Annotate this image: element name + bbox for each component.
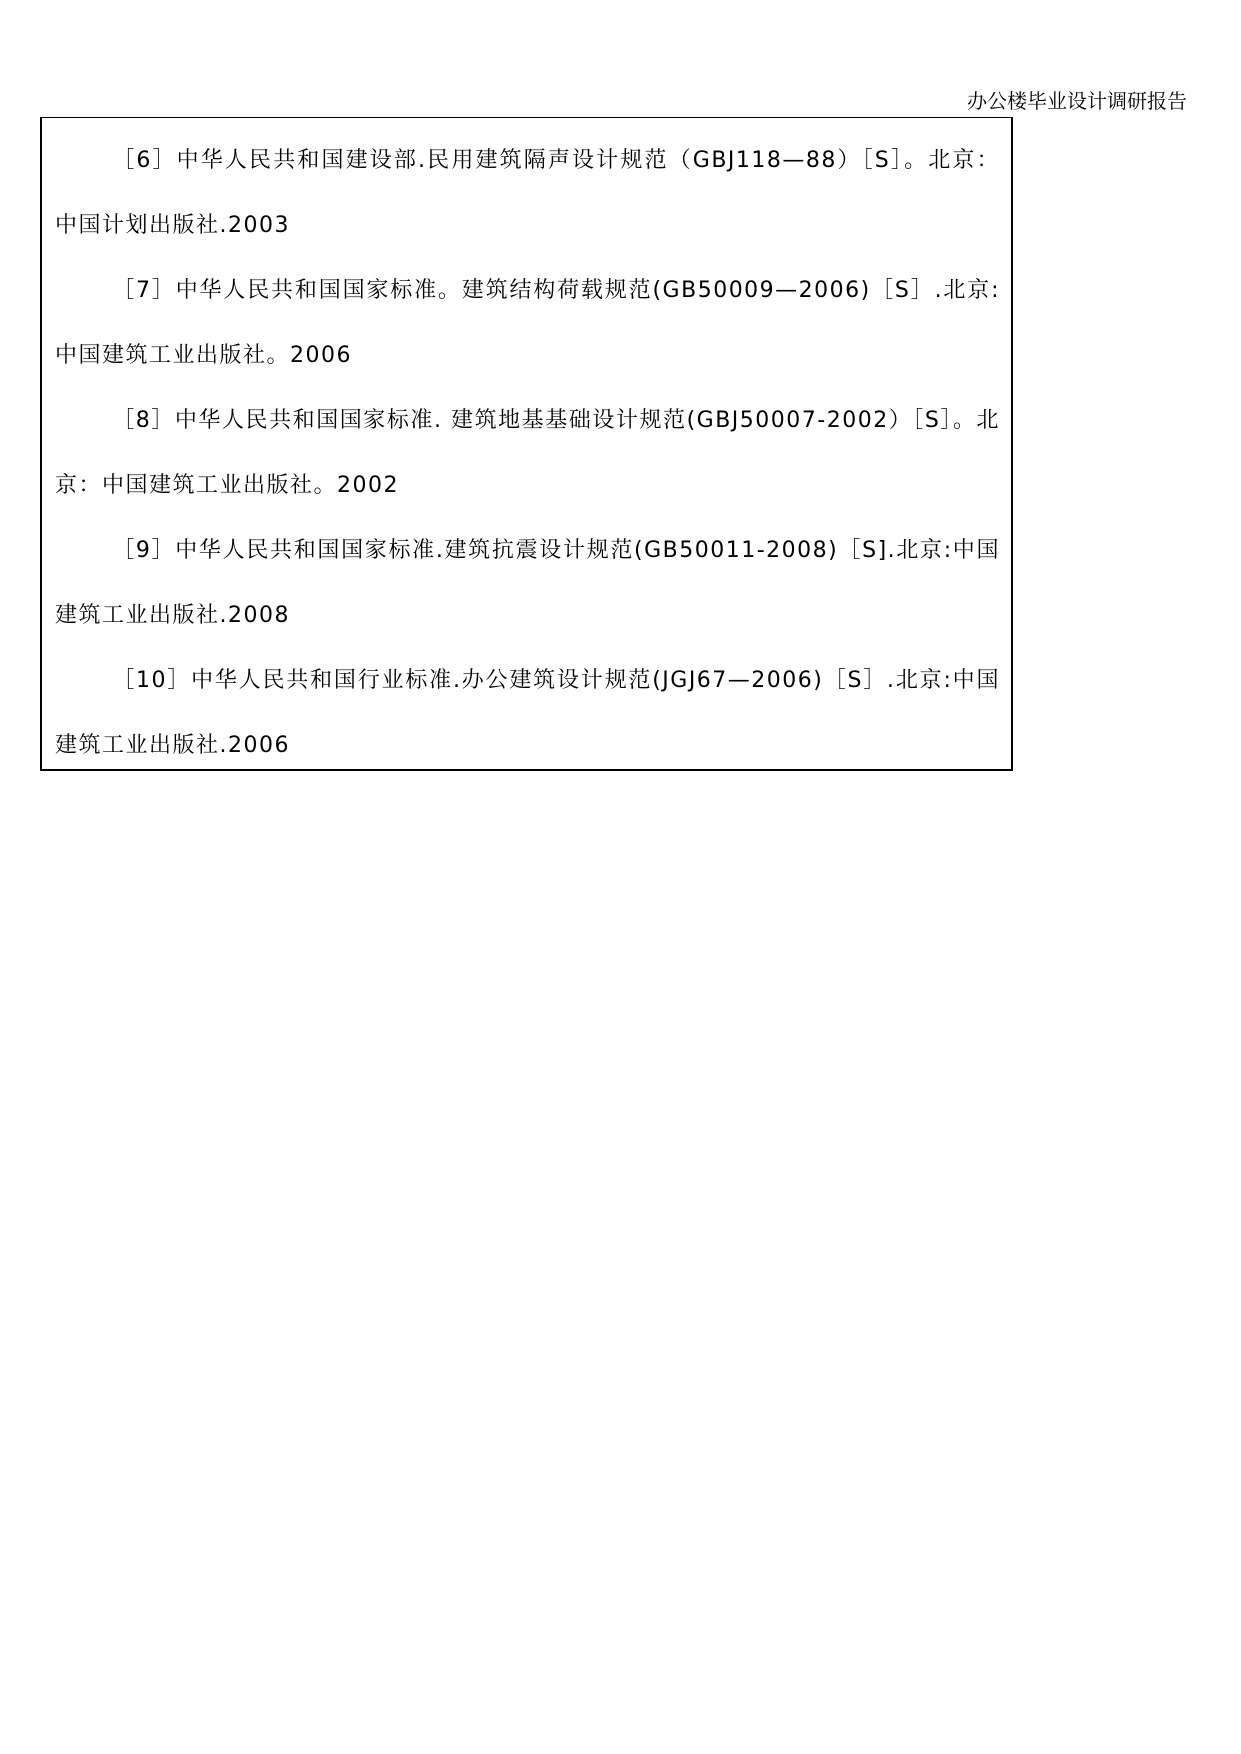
reference-item-10: ［10］中华人民共和国行业标准.办公建筑设计规范(JGJ67—2006)［S］.北京:中国建筑工业出版社.2006	[55, 668, 1000, 758]
reference-item-7: ［7］中华人民共和国国家标准。建筑结构荷载规范(GB50009—2006)［S］.北京:中国建筑工业出版社。2006	[55, 278, 1000, 368]
reference-item-6: ［6］中华人民共和国建设部.民用建筑隔声设计规范（GBJ118—88）［S］。北京：中国计划出版社.2003	[55, 148, 1000, 238]
reference-item-8: ［8］中华人民共和国国家标准. 建筑地基基础设计规范(GBJ50007-2002）［S］。北京：中国建筑工业出版社。2002	[55, 408, 1000, 498]
page-header-title: 办公楼毕业设计调研报告	[967, 89, 1187, 113]
reference-list	[55, 128, 1000, 778]
references-box	[40, 117, 1013, 771]
reference-item-9: ［9］中华人民共和国国家标准.建筑抗震设计规范(GB50011-2008)［S].北京:中国建筑工业出版社.2008	[55, 538, 1000, 628]
